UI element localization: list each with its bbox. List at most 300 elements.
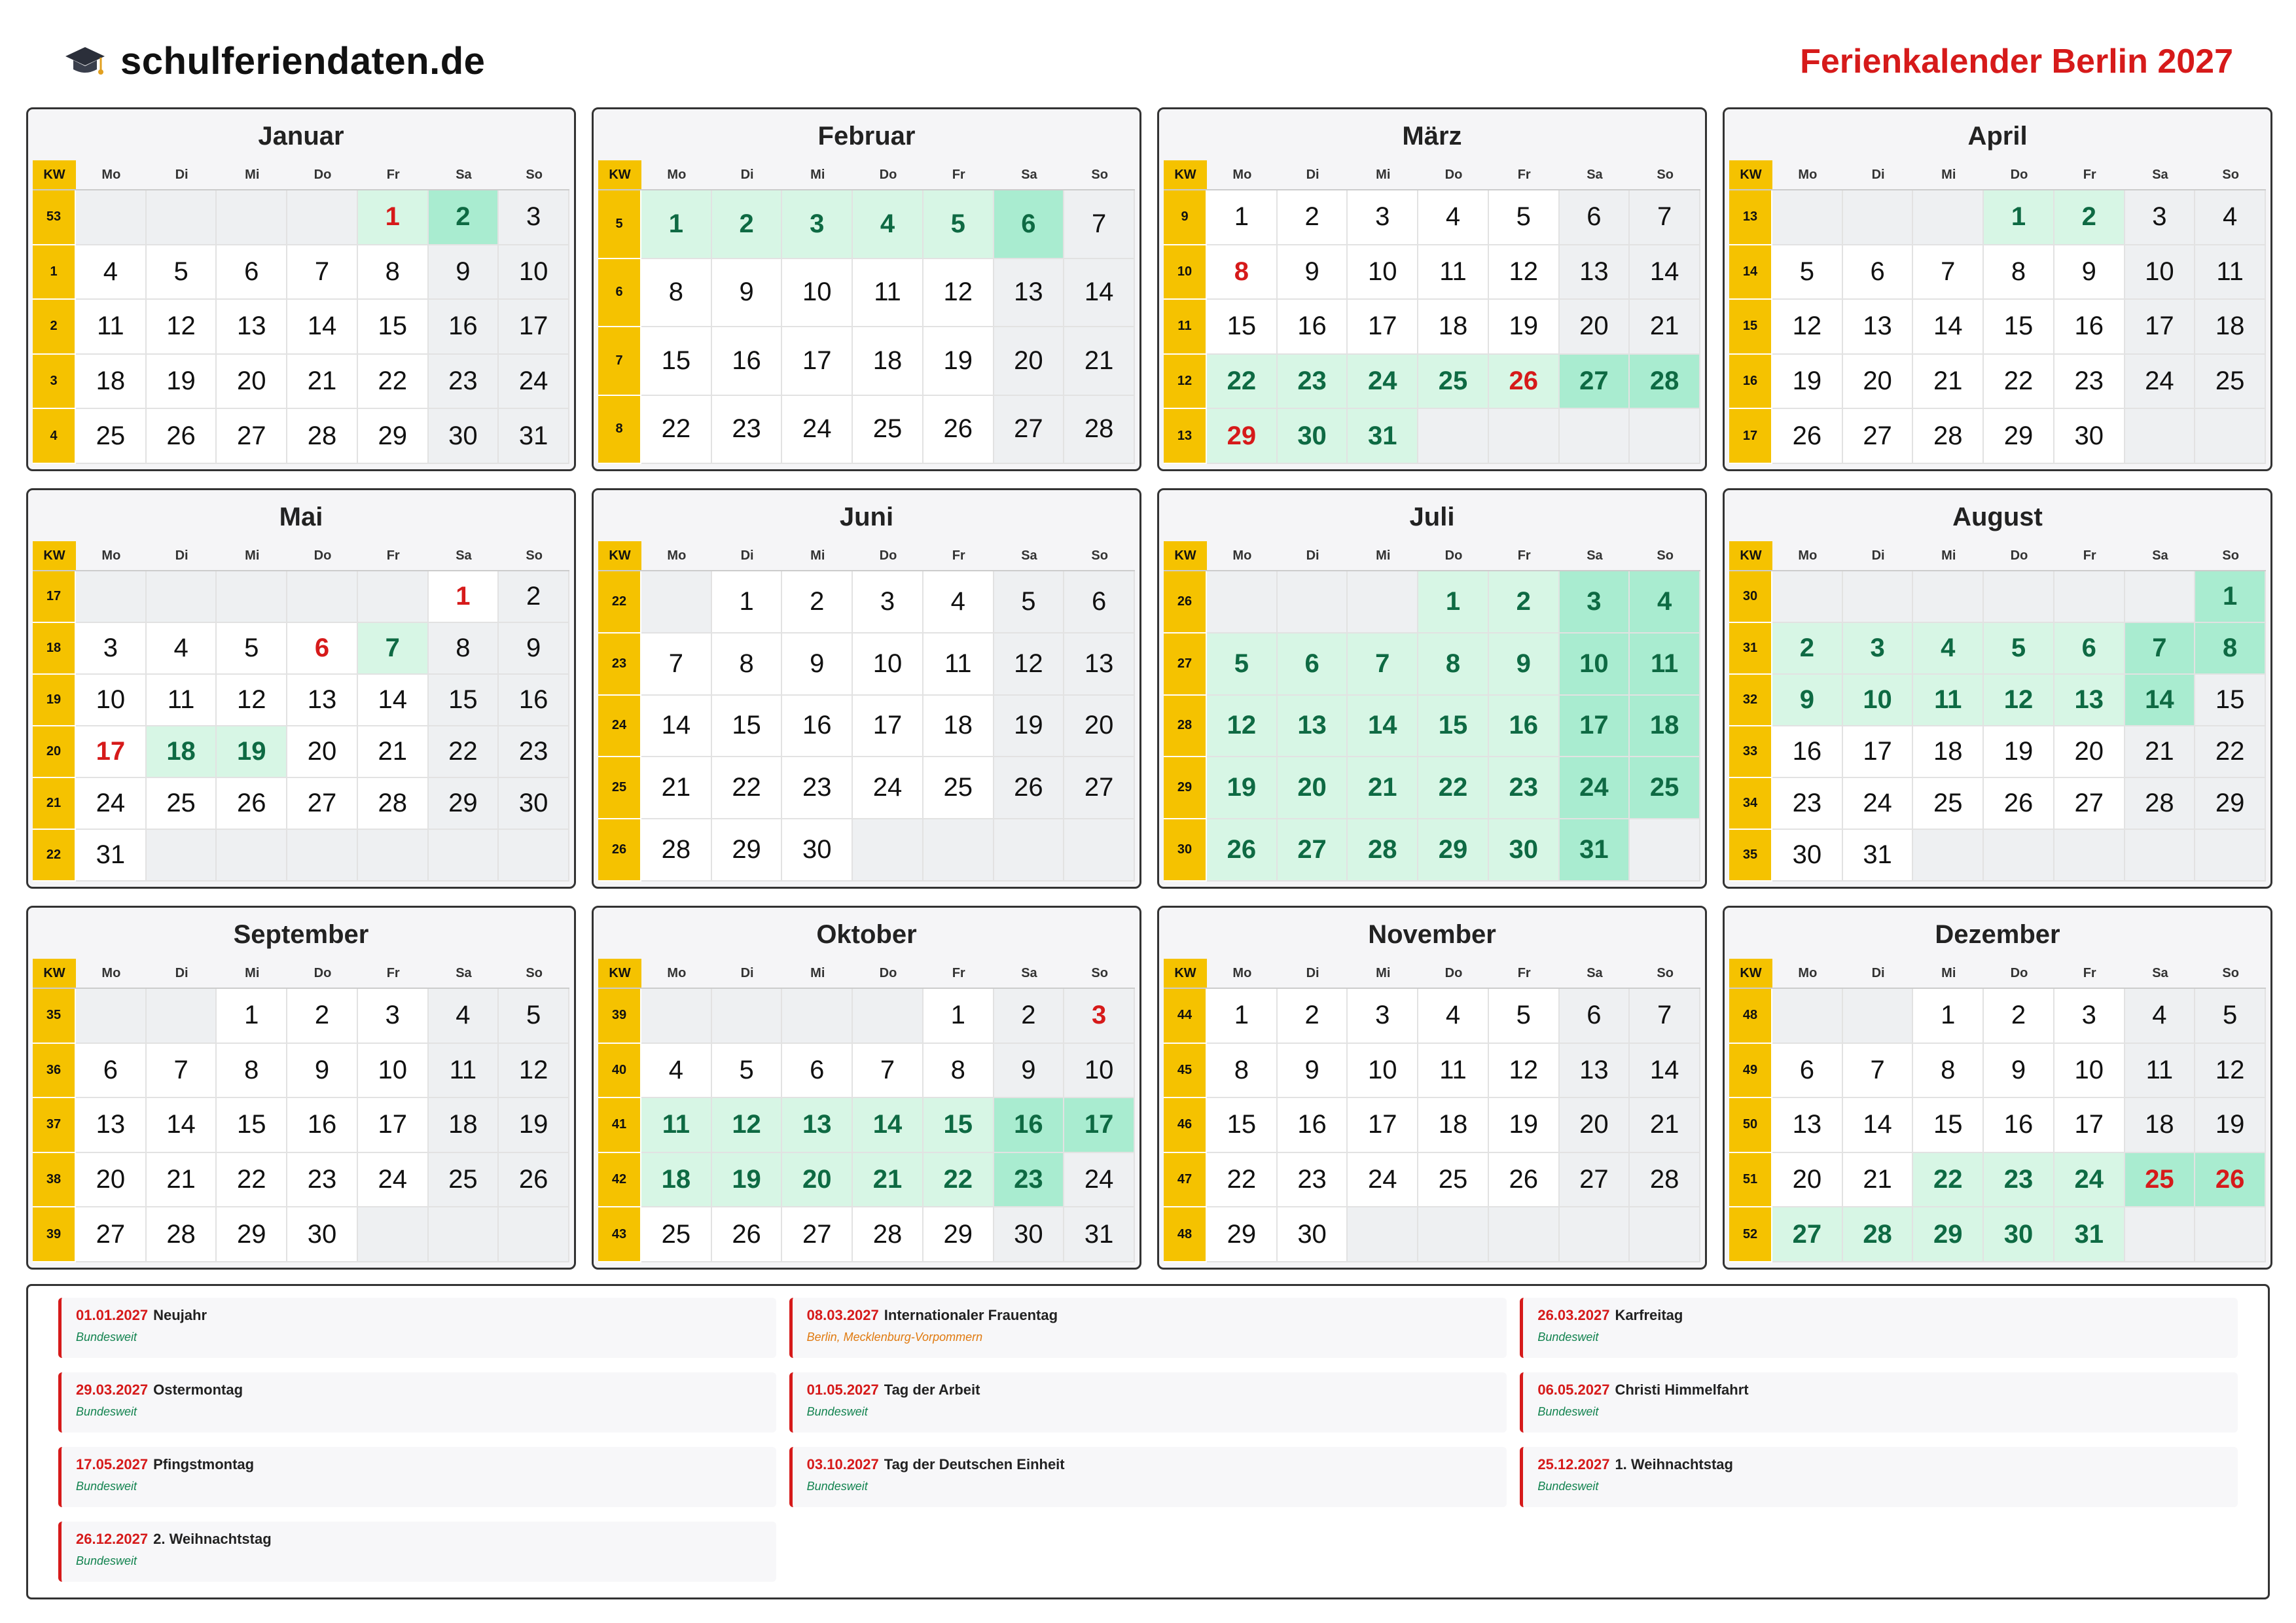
holiday-day: 25	[2125, 1153, 2196, 1208]
day-cell: 27	[217, 409, 287, 464]
weekend-day: 14	[1630, 245, 1700, 300]
empty-day	[1207, 571, 1278, 633]
kw-header: KW	[33, 160, 76, 189]
day-cell: 16	[712, 327, 783, 396]
day-cell: 26	[1489, 1153, 1560, 1208]
empty-day	[287, 190, 358, 245]
week-number: 40	[598, 1044, 641, 1099]
day-cell: 10	[1348, 1044, 1418, 1099]
month-days	[33, 570, 569, 882]
day-cell: 23	[1772, 778, 1843, 830]
weekday-label: Mo	[1232, 548, 1252, 563]
week-number: 49	[1729, 1044, 1772, 1099]
vacation-day: 23	[1984, 1153, 2054, 1208]
weekend-day: 28	[2125, 778, 2196, 830]
site-logo[interactable]	[64, 39, 485, 83]
weekend-day: 31	[1064, 1207, 1135, 1262]
empty-day	[1984, 571, 2054, 623]
holiday-line	[807, 1456, 1493, 1473]
weekend-day: 27	[994, 396, 1065, 465]
day-cell: 13	[217, 300, 287, 355]
day-cell: 19	[1984, 726, 2054, 778]
vacation-day: 22	[1913, 1153, 1984, 1208]
weekend-day: 2	[499, 571, 569, 623]
day-cell: 30	[782, 819, 853, 882]
day-cell: 12	[924, 259, 994, 328]
day-cell: 29	[217, 1207, 287, 1262]
month-days	[1164, 988, 1700, 1262]
weekday-label: So	[1091, 548, 1108, 563]
weekday-label: Mo	[1232, 167, 1252, 182]
day-cell: 20	[1772, 1153, 1843, 1208]
vacation-day: 26	[1207, 819, 1278, 882]
day-cell: 22	[712, 757, 783, 819]
empty-day	[1630, 819, 1700, 882]
day-cell: 9	[1278, 245, 1348, 300]
weekday-label: Fr	[386, 167, 400, 182]
weekday-label: Mo	[1798, 965, 1818, 980]
weekday-label: Mi	[810, 965, 825, 980]
day-cell: 31	[76, 830, 147, 882]
week-number: 50	[1729, 1098, 1772, 1153]
empty-day	[641, 571, 712, 633]
day-cell: 8	[641, 259, 712, 328]
weekend-day: 5	[499, 989, 569, 1044]
week-number: 8	[598, 396, 641, 465]
vacation-day: 9	[1772, 675, 1843, 726]
weekday-label: Mo	[1798, 167, 1818, 182]
weekday-header	[1729, 959, 2266, 988]
weekend-day: 11	[2195, 245, 2266, 300]
vacation-day: 8	[1418, 633, 1489, 696]
empty-day	[1772, 571, 1843, 623]
vacation-day: 15	[1418, 696, 1489, 758]
weekday-label: Mi	[245, 167, 260, 182]
week-number: 29	[1164, 757, 1207, 819]
day-cell: 24	[76, 778, 147, 830]
empty-day	[1772, 989, 1843, 1044]
week-number: 13	[1729, 190, 1772, 245]
vacation-day: 14	[1348, 696, 1418, 758]
vacation-day: 19	[1207, 757, 1278, 819]
vacation-day: 28	[1630, 355, 1700, 410]
vacation-day: 2	[429, 190, 499, 245]
weekday-label: So	[1657, 965, 1674, 980]
day-cell: 20	[1843, 355, 1914, 410]
weekday-label: Mo	[1232, 965, 1252, 980]
kw-header: KW	[1729, 959, 1772, 988]
holiday-day: 29	[1207, 409, 1278, 464]
week-number: 30	[1729, 571, 1772, 623]
weekend-day: 6	[1064, 571, 1135, 633]
day-cell: 12	[147, 300, 217, 355]
weekday-label: Mi	[1941, 965, 1956, 980]
page-title: Ferienkalender Berlin 2027	[1800, 43, 2233, 80]
vacation-day: 6	[1278, 633, 1348, 696]
week-number: 37	[33, 1098, 76, 1153]
day-cell: 19	[924, 327, 994, 396]
day-cell: 16	[2054, 300, 2125, 355]
day-cell: 14	[1843, 1098, 1914, 1153]
weekend-day: 15	[429, 675, 499, 726]
month-januar	[26, 107, 576, 471]
weekday-label: Mi	[1376, 167, 1391, 182]
day-cell: 20	[76, 1153, 147, 1208]
empty-day	[1348, 571, 1418, 633]
day-cell: 19	[1772, 355, 1843, 410]
vacation-day: 22	[1207, 355, 1278, 410]
week-number: 7	[598, 327, 641, 396]
day-cell: 8	[1913, 1044, 1984, 1099]
weekday-header	[33, 541, 569, 570]
day-cell: 16	[287, 1098, 358, 1153]
holiday-item	[58, 1372, 776, 1433]
weekend-day: 10	[499, 245, 569, 300]
holiday-item	[58, 1522, 776, 1582]
empty-day	[287, 571, 358, 623]
week-number: 28	[1164, 696, 1207, 758]
day-cell: 15	[1984, 300, 2054, 355]
day-cell: 14	[287, 300, 358, 355]
day-cell: 11	[1418, 1044, 1489, 1099]
day-cell: 20	[2054, 726, 2125, 778]
holiday-item	[789, 1298, 1507, 1358]
week-number: 10	[1164, 245, 1207, 300]
weekday-label: Do	[314, 167, 332, 182]
weekday-header	[598, 959, 1135, 988]
day-cell: 6	[782, 1044, 853, 1099]
vacation-day: 2	[2054, 190, 2125, 245]
vacation-day: 3	[1843, 623, 1914, 675]
weekday-label: Mi	[1941, 548, 1956, 563]
day-cell: 24	[853, 757, 924, 819]
empty-day	[1913, 571, 1984, 623]
vacation-day: 1	[1418, 571, 1489, 633]
weekend-day: 14	[1064, 259, 1135, 328]
empty-day	[429, 830, 499, 882]
holiday-day: 3	[1064, 989, 1135, 1044]
months-grid	[26, 107, 2270, 1272]
day-cell: 1	[1207, 190, 1278, 245]
weekend-day: 19	[2195, 1098, 2266, 1153]
weekend-day: 24	[2125, 355, 2196, 410]
weekend-day: 13	[1064, 633, 1135, 696]
vacation-day: 11	[1913, 675, 1984, 726]
empty-day	[217, 571, 287, 623]
empty-day	[853, 989, 924, 1044]
weekday-label: Do	[879, 548, 897, 563]
holiday-day: 26	[1489, 355, 1560, 410]
day-cell: 13	[1772, 1098, 1843, 1153]
holiday-date: 01.01.2027	[76, 1307, 149, 1323]
vacation-day: 20	[1278, 757, 1348, 819]
empty-day	[1489, 409, 1560, 464]
day-cell: 23	[1278, 1153, 1348, 1208]
weekend-day: 26	[994, 757, 1065, 819]
day-cell: 29	[1207, 1207, 1278, 1262]
weekend-day: 4	[429, 989, 499, 1044]
weekend-day: 27	[1560, 1153, 1630, 1208]
month-days	[1729, 570, 2266, 882]
weekday-label: Mo	[1798, 548, 1818, 563]
day-cell: 7	[287, 245, 358, 300]
day-cell: 21	[358, 726, 429, 778]
weekend-day: 11	[2125, 1044, 2196, 1099]
weekday-header	[598, 541, 1135, 570]
day-cell: 11	[924, 633, 994, 696]
week-number: 35	[33, 989, 76, 1044]
weekday-label: So	[2222, 965, 2239, 980]
day-cell: 27	[782, 1207, 853, 1262]
week-number: 31	[1729, 623, 1772, 675]
day-cell: 2	[1278, 190, 1348, 245]
weekday-label: Do	[879, 167, 897, 182]
holiday-line	[807, 1307, 1493, 1324]
day-cell: 28	[287, 409, 358, 464]
day-cell: 28	[853, 1207, 924, 1262]
weekend-day: 22	[2195, 726, 2266, 778]
weekday-label: Mi	[810, 167, 825, 182]
weekday-label: Sa	[456, 548, 472, 563]
day-cell: 25	[147, 778, 217, 830]
week-number: 15	[1729, 300, 1772, 355]
weekend-day: 27	[1064, 757, 1135, 819]
month-november	[1157, 906, 1707, 1270]
day-cell: 23	[2054, 355, 2125, 410]
day-cell: 25	[76, 409, 147, 464]
day-cell: 4	[1418, 989, 1489, 1044]
weekday-label: Di	[175, 965, 188, 980]
weekday-label: Sa	[1021, 167, 1037, 182]
weekend-day: 12	[2195, 1044, 2266, 1099]
day-cell: 27	[287, 778, 358, 830]
day-cell: 9	[2054, 245, 2125, 300]
weekday-label: Di	[1306, 965, 1319, 980]
weekend-day: 20	[994, 327, 1065, 396]
day-cell: 20	[217, 355, 287, 410]
day-cell: 15	[1207, 300, 1278, 355]
holiday-date: 01.05.2027	[806, 1382, 879, 1398]
empty-day	[1560, 1207, 1630, 1262]
week-number: 18	[33, 623, 76, 675]
holiday-line	[76, 1307, 762, 1324]
weekday-label: Mi	[245, 548, 260, 563]
holiday-date: 17.05.2027	[76, 1456, 149, 1472]
vacation-day: 15	[924, 1098, 994, 1153]
holiday-line	[1537, 1307, 2223, 1324]
day-cell: 5	[1489, 190, 1560, 245]
vacation-day: 19	[712, 1153, 783, 1208]
vacation-day: 19	[217, 726, 287, 778]
empty-day	[76, 571, 147, 623]
vacation-day: 2	[1489, 571, 1560, 633]
week-number: 27	[1164, 633, 1207, 696]
day-cell: 24	[1348, 1153, 1418, 1208]
week-number: 17	[1729, 409, 1772, 464]
empty-day	[429, 1207, 499, 1262]
vacation-day: 17	[1064, 1098, 1135, 1153]
month-days	[598, 988, 1135, 1262]
weekend-day: 6	[1560, 190, 1630, 245]
vacation-day: 21	[853, 1153, 924, 1208]
day-cell: 1	[712, 571, 783, 633]
day-cell: 29	[1984, 409, 2054, 464]
weekday-label: So	[2222, 548, 2239, 563]
vacation-day: 13	[782, 1098, 853, 1153]
weekday-label: So	[526, 167, 543, 182]
weekday-header	[598, 160, 1135, 189]
vacation-day: 9	[1489, 633, 1560, 696]
weekday-label: Fr	[1517, 965, 1531, 980]
day-cell: 26	[1984, 778, 2054, 830]
day-cell: 8	[1207, 1044, 1278, 1099]
month-title: März	[1402, 122, 1462, 151]
weekend-day: 9	[994, 1044, 1065, 1099]
day-cell: 4	[641, 1044, 712, 1099]
day-cell: 30	[2054, 409, 2125, 464]
day-cell: 8	[358, 245, 429, 300]
month-days	[1164, 189, 1700, 464]
vacation-day: 17	[1560, 696, 1630, 758]
empty-day	[2195, 409, 2266, 464]
weekend-day: 21	[1630, 300, 1700, 355]
day-cell: 12	[217, 675, 287, 726]
weekday-label: Fr	[952, 167, 965, 182]
month-juli	[1157, 488, 1707, 889]
weekend-day: 20	[1560, 1098, 1630, 1153]
weekend-day: 23	[499, 726, 569, 778]
week-number: 9	[1164, 190, 1207, 245]
day-cell: 30	[287, 1207, 358, 1262]
vacation-day: 13	[1278, 696, 1348, 758]
month-april	[1723, 107, 2272, 471]
day-cell: 8	[712, 633, 783, 696]
kw-header: KW	[598, 160, 641, 189]
vacation-day: 14	[2125, 675, 2196, 726]
day-cell: 19	[1489, 1098, 1560, 1153]
weekday-header	[1164, 541, 1700, 570]
vacation-day: 8	[2195, 623, 2266, 675]
vacation-day: 23	[1278, 355, 1348, 410]
day-cell: 9	[1984, 1044, 2054, 1099]
day-cell: 24	[782, 396, 853, 465]
weekday-label: Fr	[952, 965, 965, 980]
vacation-day: 5	[1984, 623, 2054, 675]
weekday-label: Sa	[1587, 167, 1603, 182]
weekday-label: Do	[2010, 548, 2028, 563]
week-number: 45	[1164, 1044, 1207, 1099]
weekend-day: 23	[429, 355, 499, 410]
weekday-label: Fr	[386, 965, 400, 980]
day-cell: 16	[1984, 1098, 2054, 1153]
holiday-date: 08.03.2027	[806, 1307, 879, 1323]
month-days	[1729, 988, 2266, 1262]
empty-day	[712, 989, 783, 1044]
day-cell: 14	[1913, 300, 1984, 355]
weekend-day: 9	[499, 623, 569, 675]
day-cell: 8	[924, 1044, 994, 1099]
vacation-day: 27	[1278, 819, 1348, 882]
day-cell: 18	[1418, 300, 1489, 355]
day-cell: 4	[147, 623, 217, 675]
day-cell: 10	[2054, 1044, 2125, 1099]
weekday-label: So	[1091, 167, 1108, 182]
empty-day	[1913, 190, 1984, 245]
day-cell: 5	[147, 245, 217, 300]
month-days	[33, 988, 569, 1262]
vacation-day: 1	[1984, 190, 2054, 245]
vacation-day: 10	[1560, 633, 1630, 696]
vacation-day: 12	[712, 1098, 783, 1153]
month-title: Juni	[839, 503, 894, 531]
weekend-day: 4	[2125, 989, 2196, 1044]
holiday-day: 1	[429, 571, 499, 623]
weekend-day: 16	[499, 675, 569, 726]
holiday-item	[58, 1447, 776, 1507]
weekend-day: 15	[2195, 675, 2266, 726]
week-number: 47	[1164, 1153, 1207, 1208]
weekday-label: Mo	[667, 167, 687, 182]
weekday-label: Di	[175, 548, 188, 563]
vacation-day: 10	[1843, 675, 1914, 726]
holiday-date: 03.10.2027	[806, 1456, 879, 1472]
weekend-day: 9	[429, 245, 499, 300]
weekend-day: 14	[1630, 1044, 1700, 1099]
day-cell: 18	[76, 355, 147, 410]
holiday-name: Christi Himmelfahrt	[1615, 1382, 1749, 1398]
day-cell: 10	[853, 633, 924, 696]
day-cell: 25	[1418, 1153, 1489, 1208]
weekend-day: 3	[2125, 190, 2196, 245]
day-cell: 4	[1418, 190, 1489, 245]
day-cell: 20	[287, 726, 358, 778]
weekday-label: Do	[314, 548, 332, 563]
day-cell: 15	[358, 300, 429, 355]
holiday-day: 17	[76, 726, 147, 778]
day-cell: 7	[1843, 1044, 1914, 1099]
weekend-day: 30	[429, 409, 499, 464]
vacation-day: 6	[2054, 623, 2125, 675]
weekend-day: 12	[499, 1044, 569, 1099]
vacation-day: 28	[1348, 819, 1418, 882]
day-cell: 21	[147, 1153, 217, 1208]
day-cell: 2	[782, 571, 853, 633]
empty-day	[2195, 830, 2266, 882]
vacation-day: 18	[147, 726, 217, 778]
week-number: 23	[598, 633, 641, 696]
holiday-item	[58, 1298, 776, 1358]
day-cell: 23	[287, 1153, 358, 1208]
weekend-day: 7	[1630, 190, 1700, 245]
week-number: 32	[1729, 675, 1772, 726]
day-cell: 17	[358, 1098, 429, 1153]
weekend-day: 17	[499, 300, 569, 355]
day-cell: 3	[76, 623, 147, 675]
weekday-label: Sa	[456, 965, 472, 980]
day-cell: 27	[2054, 778, 2125, 830]
month-days	[1164, 570, 1700, 882]
weekday-label: Sa	[456, 167, 472, 182]
month-title: Januar	[258, 122, 344, 151]
month-september	[26, 906, 576, 1270]
day-cell: 14	[358, 675, 429, 726]
week-number: 21	[33, 778, 76, 830]
vacation-day: 11	[641, 1098, 712, 1153]
weekend-day: 16	[429, 300, 499, 355]
weekday-label: Sa	[2152, 548, 2168, 563]
vacation-day: 13	[2054, 675, 2125, 726]
holiday-name: 1. Weihnachtstag	[1615, 1456, 1733, 1472]
